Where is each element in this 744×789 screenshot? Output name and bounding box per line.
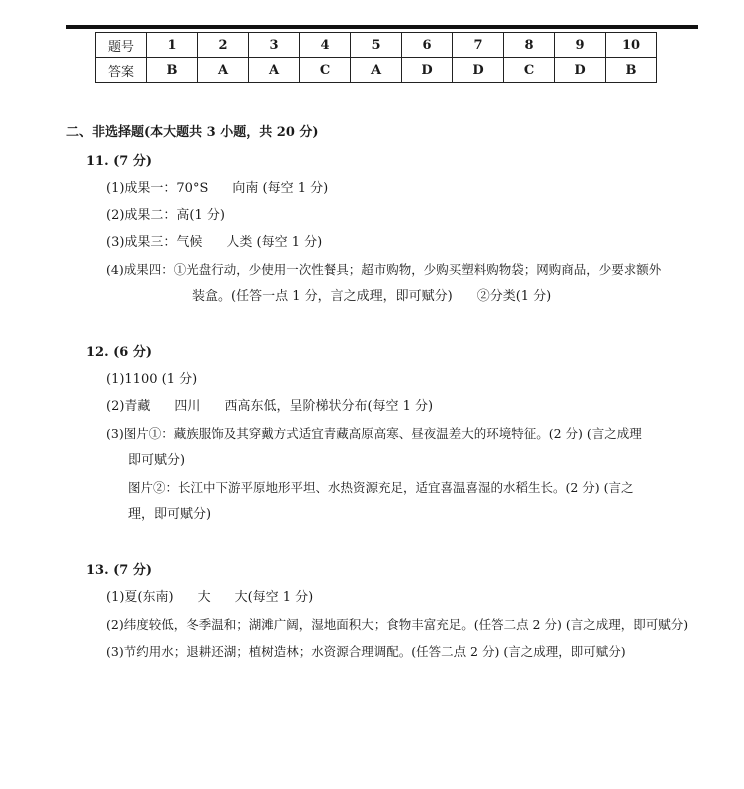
q13-l1-c: 大(每空 1 分): [234, 590, 314, 605]
answer-table-answer-row: [96, 58, 657, 83]
question-number: 2: [198, 33, 249, 58]
answer-cell: A: [198, 58, 249, 83]
question-number: 6: [402, 33, 453, 58]
q11-line-2: (2)成果二：高(1 分): [106, 208, 225, 223]
answer-cell: D: [402, 58, 453, 83]
answer-row-label: 答案: [96, 58, 147, 83]
answer-cell: A: [351, 58, 402, 83]
q13-l1-b: 大: [197, 590, 211, 605]
q12-l2-c: 西高东低，呈阶梯状分布(每空 1 分): [224, 399, 434, 414]
q12-line-1: (1)1100 (1 分): [106, 372, 198, 387]
q11-line-5: [192, 288, 551, 306]
question-number: 1: [147, 33, 198, 58]
q13-line-3: (3)节约用水；退耕还湖；植树造林；水资源合理调配。(任答二点 2 分) (言之成理，即可赋分): [106, 644, 626, 659]
question-number: 10: [606, 33, 657, 58]
q11-l5-b: ②分类(1 分): [476, 289, 552, 304]
q12-line-2: [106, 398, 433, 416]
answer-cell: C: [300, 58, 351, 83]
answer-cell: A: [249, 58, 300, 83]
q11-l3-a: (3)成果三：气候: [106, 235, 203, 250]
question-number: 8: [504, 33, 555, 58]
q12-line-5: 图片②：长江中下游平原地形平坦、水热资源充足，适宜喜温喜湿的水稻生长。(2 分) (言之: [128, 480, 634, 495]
q12-l2-a: (2)青藏: [106, 399, 151, 414]
q13-l1-a: (1)夏(东南): [106, 590, 174, 605]
q12-l2-b: 四川: [174, 399, 201, 414]
q11-line-1: [106, 180, 328, 198]
q11-l1-a: (1)成果一：70°S: [106, 181, 209, 196]
question-number: 5: [351, 33, 402, 58]
q11-l3-b: 人类 (每空 1 分): [226, 235, 323, 250]
q11-line-4: (4)成果四：①光盘行动，少使用一次性餐具；超市购物，少购买塑料购物袋；网购商品，少要求额外: [106, 262, 662, 277]
answer-cell: D: [555, 58, 606, 83]
question-number: 4: [300, 33, 351, 58]
q13-line-1: [106, 589, 313, 607]
answer-cell: C: [504, 58, 555, 83]
q12-line-6: 理，即可赋分): [128, 507, 212, 522]
answer-cell: B: [147, 58, 198, 83]
q12-line-3: (3)图片①：藏族服饰及其穿戴方式适宜青藏高原高寒、昼夜温差大的环境特征。(2 分) (言之成理: [106, 426, 642, 441]
answer-cell: D: [453, 58, 504, 83]
question-number: 7: [453, 33, 504, 58]
answer-cell: B: [606, 58, 657, 83]
top-rule: [66, 25, 698, 29]
question-number: 9: [555, 33, 606, 58]
answer-table: [95, 32, 657, 83]
q13-line-2: (2)纬度较低，冬季温和；湖滩广阔，湿地面积大；食物丰富充足。(任答二点 2 分) (言之成理，即可赋分): [106, 617, 689, 632]
number-row-label: 题号: [96, 33, 147, 58]
question-number: 3: [249, 33, 300, 58]
section-heading: 二、非选择题(本大题共 3 小题，共 20 分): [66, 125, 319, 140]
q11-title: 11. (7 分): [86, 154, 153, 169]
q13-title: 13. (7 分): [86, 563, 153, 578]
q12-title: 12. (6 分): [86, 345, 153, 360]
q11-l1-b: 向南 (每空 1 分): [232, 181, 329, 196]
q11-l5-a: 装盒。(任答一点 1 分，言之成理，即可赋分): [192, 289, 453, 304]
answer-table-number-row: [96, 33, 657, 58]
q11-line-3: [106, 234, 322, 252]
q12-line-4: 即可赋分): [128, 453, 186, 468]
